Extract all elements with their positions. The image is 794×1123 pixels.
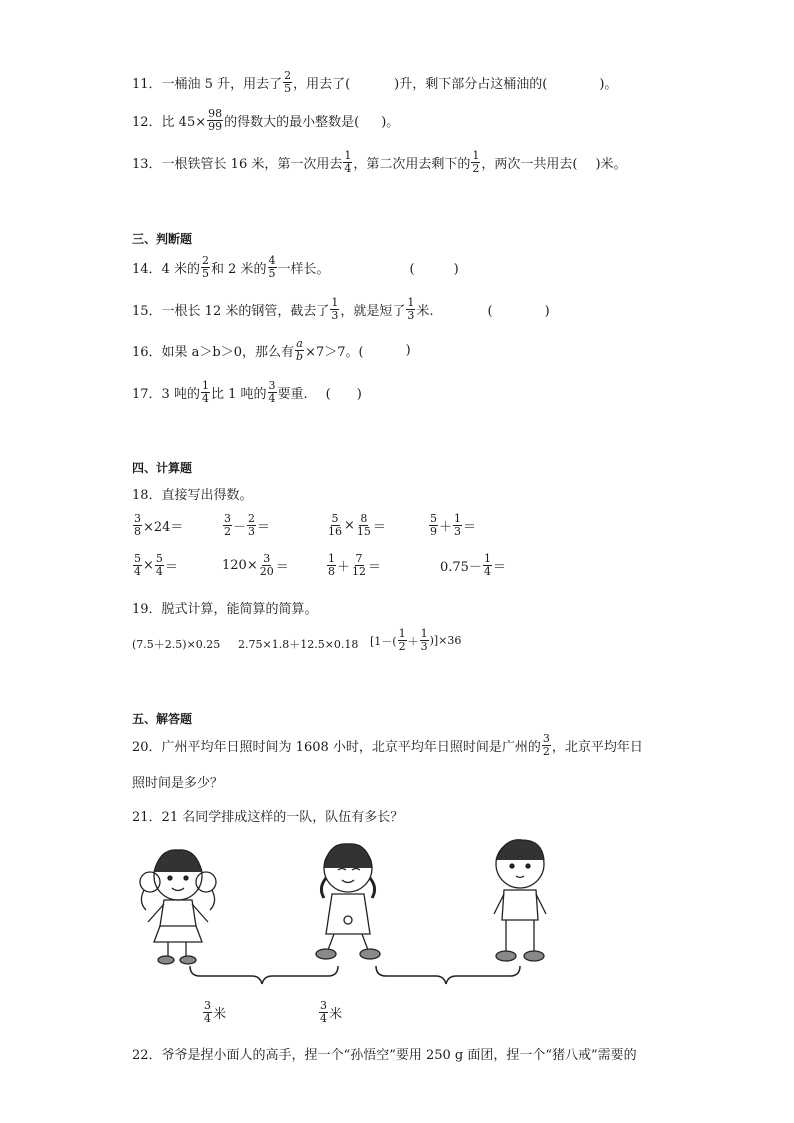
numerator: 1: [201, 379, 209, 392]
fraction: [420, 628, 429, 653]
answer-parentheses[interactable]: ( ): [487, 304, 550, 319]
calc-item: [222, 553, 289, 578]
fraction: [327, 513, 343, 538]
q15-text-c: 米.: [416, 304, 434, 319]
q13-text-d: )米。: [595, 157, 627, 172]
question-21: 21．21 名同学排成这样的一队，队伍有多长？: [132, 810, 404, 825]
operand: 120×: [222, 558, 258, 573]
expr-3: [370, 628, 461, 653]
operator: ＋: [439, 520, 453, 535]
denominator: 9: [430, 525, 437, 538]
equals: ＝: [372, 520, 386, 535]
question-22: 22．爷爷是捏小面人的高手，捏一个“孙悟空”要用 250 g 面团，捏一个“猪八戒”需要的: [132, 1048, 637, 1063]
operator: ＋: [407, 634, 419, 648]
q16-fraction: [295, 338, 304, 363]
denominator: 5: [201, 267, 209, 280]
denominator: 2: [398, 640, 406, 653]
denominator: 4: [344, 162, 352, 175]
q20-text-b: ，北京平均年日: [551, 740, 643, 755]
numerator: 8: [360, 512, 368, 525]
fraction: [327, 553, 336, 578]
brace-2: [376, 966, 520, 984]
question-14: [132, 255, 459, 280]
fraction: [429, 513, 438, 538]
numerator: 1: [483, 552, 491, 565]
denominator: 20: [259, 565, 274, 578]
q17-text-b: 比 1 吨的: [210, 387, 267, 402]
numerator: 5: [430, 512, 437, 525]
denominator: 3: [420, 640, 428, 653]
q20-fraction: [542, 733, 551, 758]
expression-text: (7.5＋2.5)×0.25: [132, 638, 221, 651]
denominator: 3: [454, 525, 462, 538]
numerator: 1: [331, 296, 339, 309]
operator: ＋: [337, 560, 351, 575]
answer-parentheses[interactable]: ( ): [409, 262, 459, 277]
q14-text-c: 一样长。: [277, 262, 330, 277]
denominator: b: [296, 350, 304, 363]
denominator: 4: [204, 1012, 211, 1025]
calc-item: [222, 513, 270, 538]
operator: ×24＝: [143, 520, 184, 535]
denominator: 2: [542, 745, 550, 758]
numerator: 3: [204, 999, 211, 1012]
denominator: 4: [155, 565, 163, 578]
numerator: 98: [208, 107, 223, 120]
q13-text-a: 13．一根铁管长 16 米，第一次用去: [132, 157, 343, 172]
q12-fraction: [207, 108, 223, 133]
q16-text-b: ×7＞7。(: [305, 345, 364, 360]
numerator: 3: [320, 999, 327, 1012]
q13-fraction-1: [343, 150, 352, 175]
numerator: 5: [134, 552, 141, 565]
fraction: [398, 628, 407, 653]
numerator: a: [296, 337, 303, 350]
q17-fraction-1: [201, 380, 210, 405]
denominator: 3: [407, 309, 415, 322]
denominator: 8: [134, 525, 141, 538]
q17-text-c: 要重.: [277, 387, 308, 402]
q15-text-b: ，就是短了: [340, 304, 406, 319]
question-13: [132, 150, 627, 175]
fraction: [453, 513, 462, 538]
calc-item: [440, 553, 506, 578]
brace-1: [190, 966, 338, 984]
numerator: 3: [134, 512, 141, 525]
q16-text-a: 16．如果 a＞b＞0，那么有: [132, 345, 295, 360]
q11-fraction: [283, 70, 292, 95]
denominator: 4: [268, 392, 276, 405]
numerator: 3: [263, 552, 271, 565]
question-19: 19．脱式计算，能简算的简算。: [132, 602, 318, 617]
q14-fraction-2: [268, 255, 277, 280]
calc-item: [132, 513, 183, 538]
denominator: 4: [134, 565, 141, 578]
q11-text-a: 11．一桶油 5 升，用去了: [132, 77, 283, 92]
numerator: 1: [328, 552, 335, 565]
equals: ＝: [275, 560, 289, 575]
section-heading-5: 五、解答题: [132, 712, 193, 726]
q20-text-a: 20．广州平均年日照时间为 1608 小时，北京平均年日照时间是广州的: [132, 740, 541, 755]
fraction: [223, 513, 232, 538]
numerator: 1: [472, 149, 480, 162]
fraction: [483, 553, 492, 578]
boy-right-figure: [494, 840, 546, 961]
q14-text-b: 和 2 米的: [210, 262, 267, 277]
q12-text-b: 的得数大的最小整数是(: [224, 115, 360, 130]
q11-text-b: ，用去了(: [293, 77, 351, 92]
fraction: [319, 1000, 328, 1025]
denominator: 4: [483, 565, 491, 578]
question-17: [132, 380, 362, 405]
section-heading-3: 三、判断题: [132, 232, 193, 246]
expr-1: [132, 636, 220, 652]
girl-left-figure: [140, 850, 216, 964]
denominator: 2: [224, 525, 231, 538]
numerator: 2: [284, 69, 292, 82]
question-18: 18．直接写出得数。: [132, 488, 253, 503]
denominator: 2: [472, 162, 480, 175]
section-heading-4: 四、计算题: [132, 461, 193, 475]
calc-item: [326, 513, 386, 538]
calc-item: [326, 553, 381, 578]
operator: ×: [143, 558, 154, 573]
q12-text-c: )。: [381, 115, 400, 130]
q14-fraction-1: [201, 255, 210, 280]
answer-parentheses[interactable]: ( ): [325, 387, 362, 402]
q13-fraction-2: [471, 150, 480, 175]
numerator: 1: [454, 512, 462, 525]
children-illustration: [130, 838, 570, 990]
girl-middle-figure: [316, 844, 380, 959]
denominator: 12: [352, 565, 367, 578]
fraction: [351, 553, 367, 578]
fraction: [133, 513, 142, 538]
fraction: [203, 1000, 212, 1025]
equals: ＝: [257, 520, 271, 535]
equals: ＝: [463, 520, 477, 535]
equals: ＝: [368, 560, 382, 575]
denominator: 4: [201, 392, 209, 405]
expr-2: [238, 636, 358, 652]
operand: 0.75－: [440, 560, 482, 575]
numerator: 5: [331, 512, 339, 525]
numerator: 1: [344, 149, 352, 162]
q11-text-d: )。: [599, 77, 618, 92]
numerator: 2: [201, 254, 209, 267]
unit: 米: [329, 1007, 343, 1022]
denominator: 5: [268, 267, 276, 280]
numerator: 7: [355, 552, 363, 565]
q13-text-c: ，两次一共用去(: [481, 157, 578, 172]
question-15: [132, 297, 550, 322]
fraction: [356, 513, 372, 538]
q16-text-c: ): [405, 343, 411, 358]
question-20-line-2: 照时间是多少？: [132, 776, 224, 791]
numerator: 5: [155, 552, 163, 565]
denominator: 3: [248, 525, 256, 538]
fraction: [133, 553, 142, 578]
q17-fraction-2: [268, 380, 277, 405]
fraction: [259, 553, 275, 578]
calc-item: [428, 513, 476, 538]
numerator: 3: [542, 732, 550, 745]
numerator: 1: [398, 627, 406, 640]
numerator: 4: [268, 254, 276, 267]
unit: 米: [213, 1007, 227, 1022]
numerator: 1: [420, 627, 428, 640]
numerator: 3: [268, 379, 276, 392]
q15-fraction-1: [330, 297, 339, 322]
q15-fraction-2: [406, 297, 415, 322]
question-12: [132, 108, 399, 133]
question-11: [132, 70, 617, 95]
q11-text-c: )升，剩下部分占这桶油的(: [394, 77, 548, 92]
brace-1-label: [202, 1000, 226, 1025]
question-20: [132, 733, 643, 758]
equals: ＝: [492, 560, 506, 575]
expression-text: 2.75×1.8＋12.5×0.18: [238, 638, 359, 651]
operator: ×: [344, 518, 355, 533]
denominator: 99: [208, 120, 223, 133]
expression-text: )]×36: [429, 634, 462, 647]
brace-2-label: [318, 1000, 342, 1025]
numerator: 3: [224, 512, 231, 525]
denominator: 15: [356, 525, 371, 538]
q17-text-a: 17．3 吨的: [132, 387, 200, 402]
q14-text-a: 14．4 米的: [132, 262, 200, 277]
denominator: 3: [331, 309, 339, 322]
denominator: 4: [320, 1012, 327, 1025]
numerator: 1: [407, 296, 415, 309]
calc-item: [132, 553, 178, 578]
operator: －: [233, 520, 247, 535]
denominator: 8: [328, 565, 335, 578]
fraction: [247, 513, 256, 538]
q12-text-a: 12．比 45×: [132, 115, 207, 130]
expression-text: [1－(: [370, 634, 397, 648]
fraction: [155, 553, 164, 578]
denominator: 5: [284, 82, 292, 95]
q15-text-a: 15．一根长 12 米的钢管，截去了: [132, 304, 330, 319]
equals: ＝: [164, 560, 178, 575]
denominator: 16: [328, 525, 342, 538]
q13-text-b: ，第二次用去剩下的: [353, 157, 471, 172]
question-16: [132, 338, 411, 363]
numerator: 2: [248, 512, 256, 525]
